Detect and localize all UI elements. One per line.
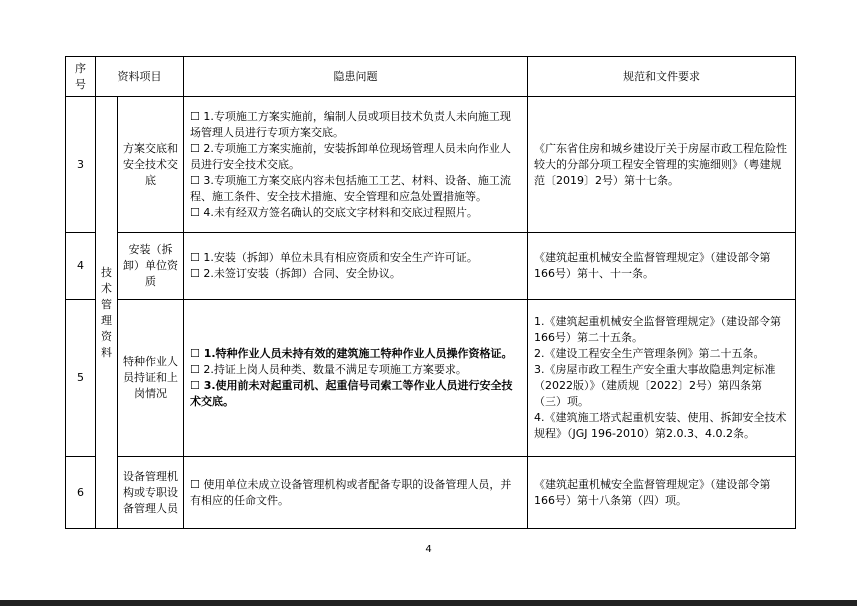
requirement-line: 4.《建筑施工塔式起重机安装、使用、拆卸安全技术规程》（JGJ 196-2010）第2.0.3、4.0.2条。 xyxy=(534,411,787,440)
requirement-line: 《广东省住房和城乡建设厅关于房屋市政工程危险性较大的分部分项工程安全管理的实施细则》（粤建规范〔2019〕2号）第十七条。 xyxy=(534,141,787,187)
row-number: 6 xyxy=(66,457,96,529)
issue-line: ☐ 3.使用前未对起重司机、起重信号司索工等作业人员进行安全技术交底。 xyxy=(190,379,513,408)
requirement-line: 2.《建设工程安全生产管理条例》第二十五条。 xyxy=(534,347,765,360)
requirement-line: 3.《房屋市政工程生产安全重大事故隐患判定标准（2022版）》（建质规〔2022〕2号）第四条第（三）项。 xyxy=(534,363,776,408)
issue-line: ☐ 1.特种作业人员未持有效的建筑施工特种作业人员操作资格证。 xyxy=(190,347,513,360)
header-no: 序号 xyxy=(66,57,96,97)
item-cell: 方案交底和安全技术交底 xyxy=(118,97,184,233)
requirement-line: 1.《建筑起重机械安全监督管理规定》（建设部令第166号）第二十五条。 xyxy=(534,315,781,344)
issue-cell xyxy=(184,233,528,300)
table-row xyxy=(66,233,796,300)
table-row xyxy=(66,97,796,233)
issue-line: ☐ 2.专项施工方案实施前，安装拆卸单位现场管理人员未向作业人员进行安全技术交底。 xyxy=(190,141,511,171)
issue-line: ☐ 1.安装（拆卸）单位未具有相应资质和安全生产许可证。 xyxy=(190,251,478,264)
hazard-table xyxy=(65,56,796,529)
issue-line: ☐ 1.专项施工方案实施前，编制人员或项目技术负责人未向施工现场管理人员进行专项方案交底。 xyxy=(190,109,511,139)
requirement-line: 《建筑起重机械安全监督管理规定》（建设部令第166号）第十八条第（四）项。 xyxy=(534,477,771,507)
category-cell: 技术管理资料 xyxy=(96,97,118,529)
issue-cell xyxy=(184,457,528,529)
issue-line: ☐ 2.未签订安装（拆卸）合同、安全协议。 xyxy=(190,267,401,280)
item-cell: 设备管理机构或专职设备管理人员 xyxy=(118,457,184,529)
requirement-line: 《建筑起重机械安全监督管理规定》（建设部令第166号）第十、十一条。 xyxy=(534,251,771,280)
item-cell: 安装（拆卸）单位资质 xyxy=(118,233,184,300)
item-cell: 特种作业人员持证和上岗情况 xyxy=(118,300,184,457)
header-requirement: 规范和文件要求 xyxy=(528,57,796,97)
requirement-cell xyxy=(528,233,796,300)
issue-cell xyxy=(184,300,528,457)
bottom-edge-bar xyxy=(0,600,857,606)
issue-line: ☐ 使用单位未成立设备管理机构或者配备专职的设备管理人员，并有相应的任命文件。 xyxy=(190,477,512,507)
issue-cell xyxy=(184,97,528,233)
table-header-row xyxy=(66,57,796,97)
row-number: 5 xyxy=(66,300,96,457)
page-number: 4 xyxy=(425,544,432,555)
issue-line: ☐ 4.未有经双方签名确认的交底文字材料和交底过程照片。 xyxy=(190,205,478,219)
row-number: 4 xyxy=(66,233,96,300)
issue-line: ☐ 2.持证上岗人员种类、数量不满足专项施工方案要求。 xyxy=(190,363,467,376)
table-row xyxy=(66,300,796,457)
header-issue: 隐患问题 xyxy=(184,57,528,97)
table-row xyxy=(66,457,796,529)
issue-line: ☐ 3.专项施工方案交底内容未包括施工工艺、材料、设备、施工流程、施工条件、安全技术措施、安全管理和应急处置措施等。 xyxy=(190,173,511,203)
row-number: 3 xyxy=(66,97,96,233)
requirement-cell xyxy=(528,97,796,233)
requirement-cell xyxy=(528,300,796,457)
header-item: 资料项目 xyxy=(96,57,184,97)
requirement-cell xyxy=(528,457,796,529)
